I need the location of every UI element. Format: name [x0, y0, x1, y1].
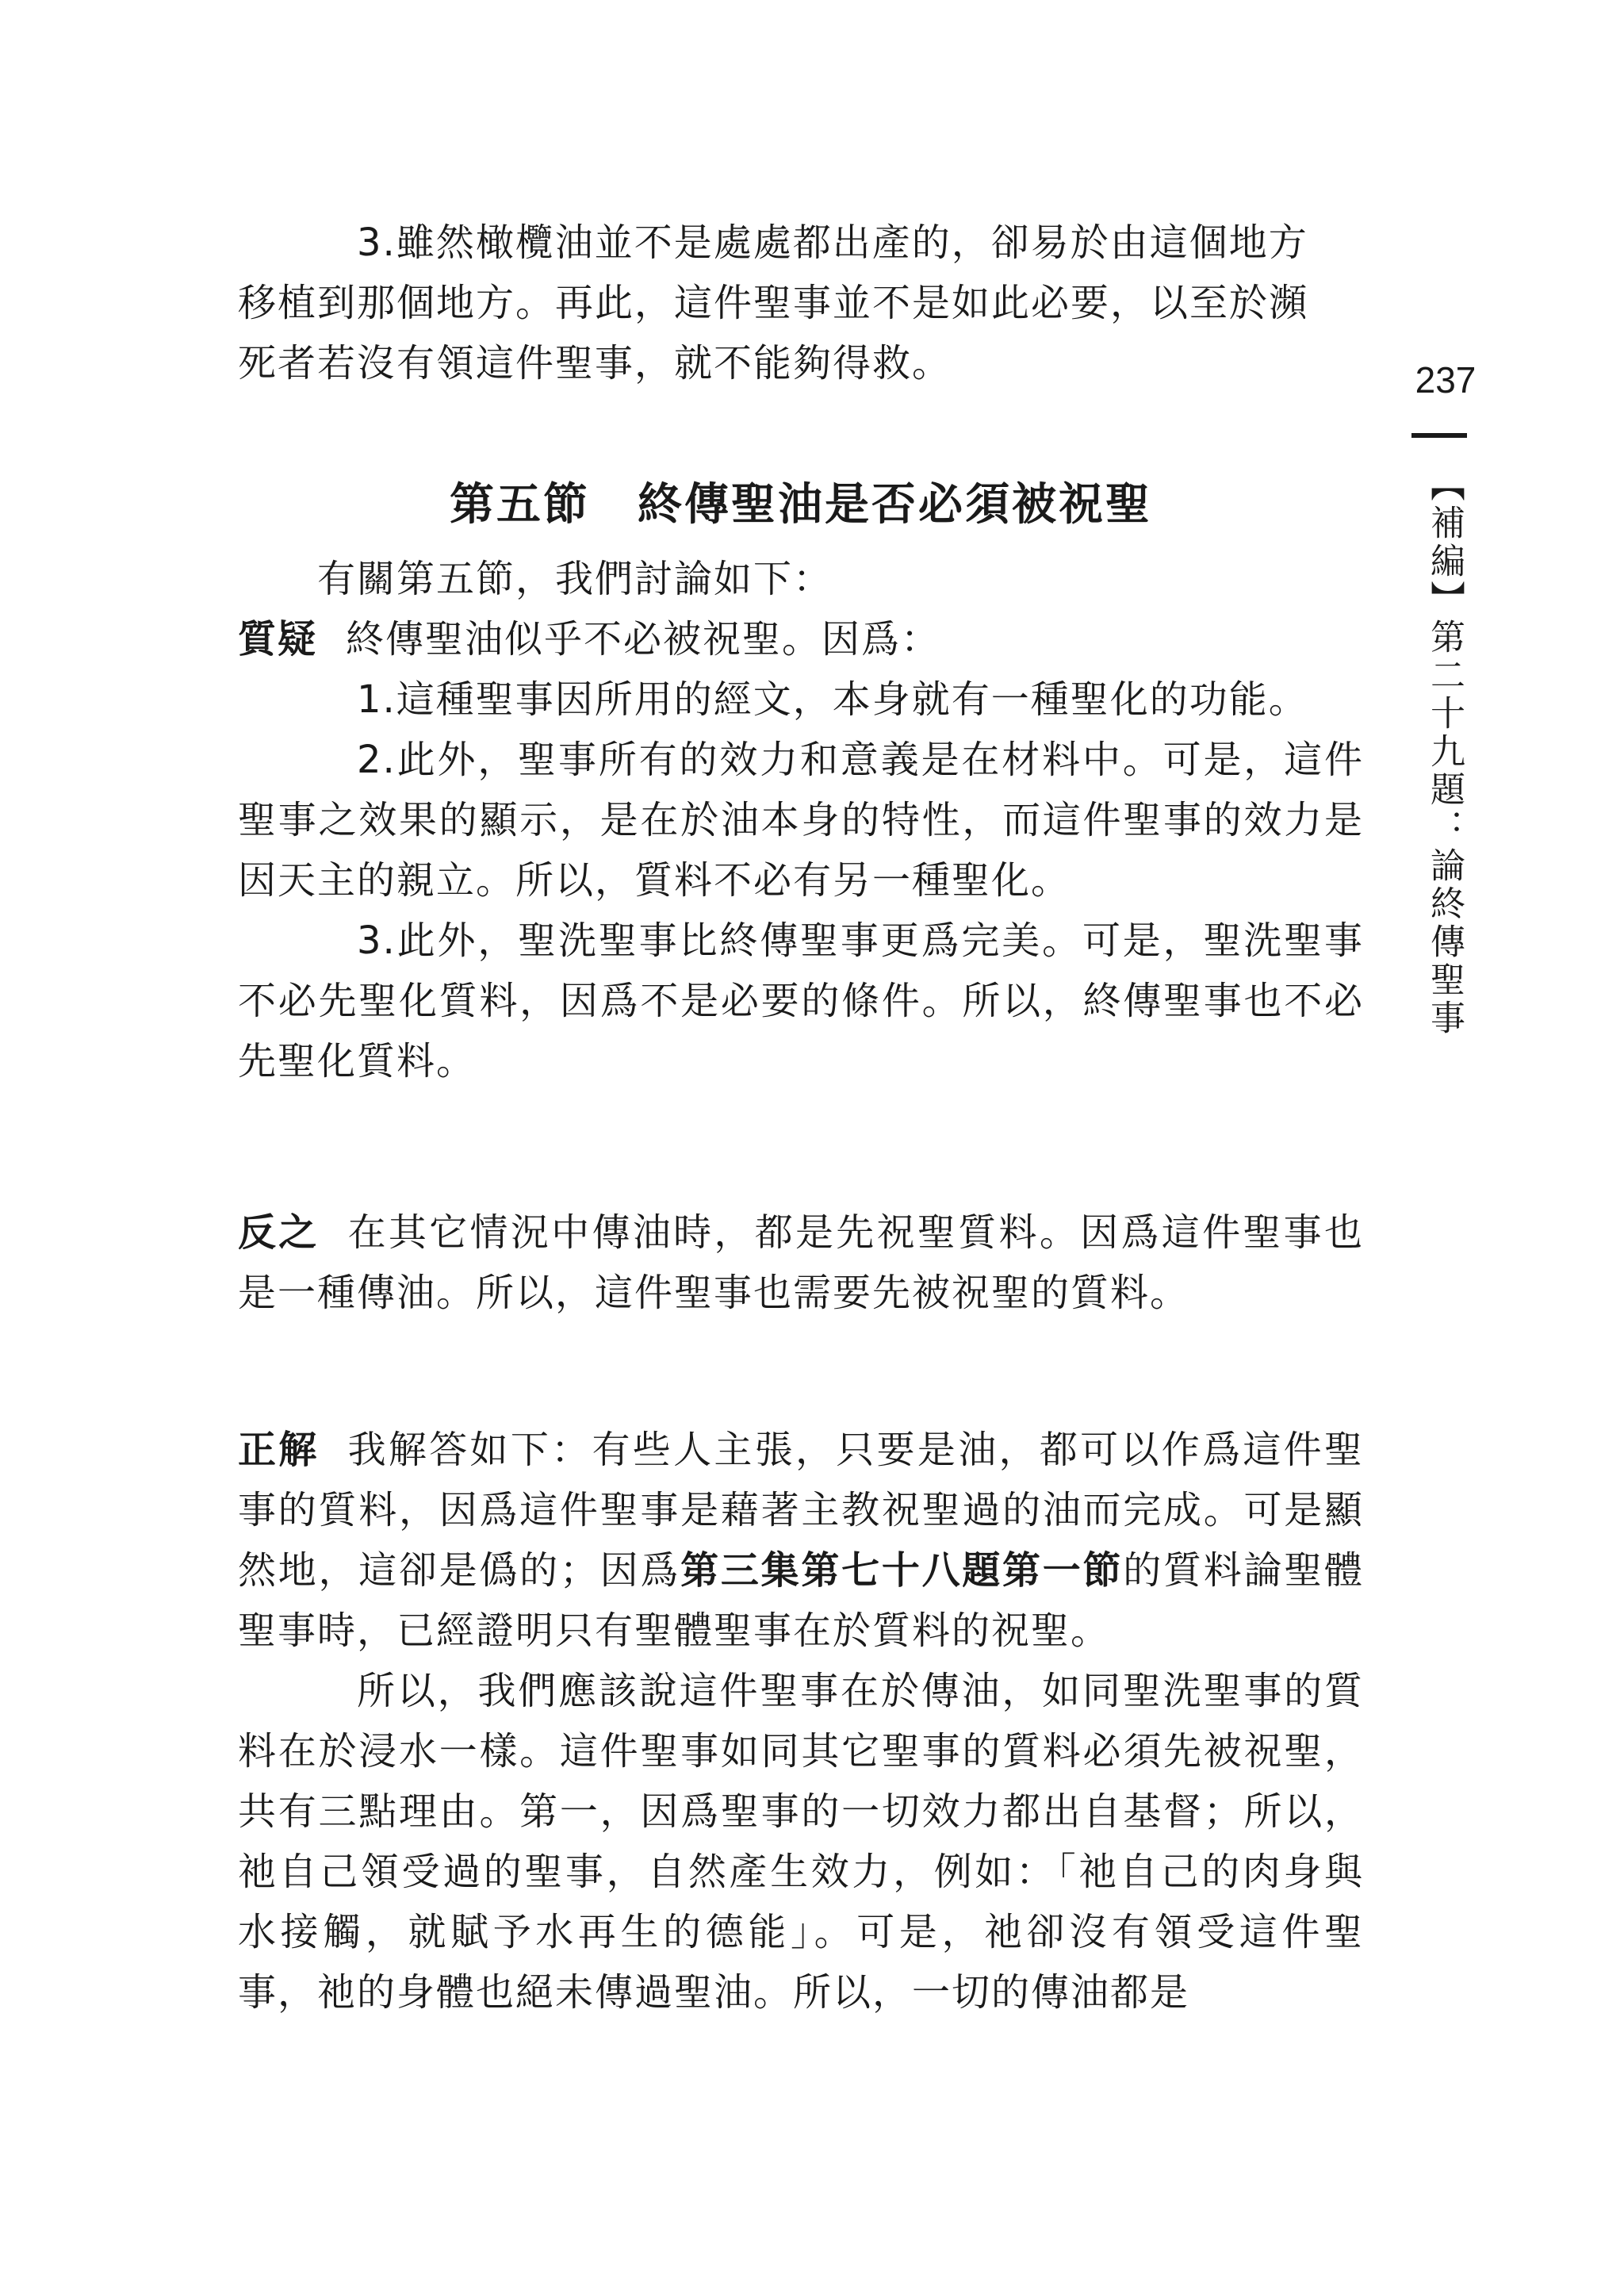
top-paragraph	[238, 213, 1364, 393]
answer-text-before: 我解答如下：有些人主張，只要是油，都可以作爲這件聖事的質料，因爲這件聖事是藉著主教祝聖過的油而完成。可是顯然地，這卻是僞的；因爲	[238, 1428, 1364, 1593]
answer-text-after: 的質料論聖體聖事時，已經證明只有聖體聖事在於質料的祝聖。	[238, 1548, 1364, 1653]
answer-block	[238, 1420, 1364, 2023]
on-the-contrary-label: 反之	[238, 1210, 320, 1255]
top-paragraph-line-1: 3.雖然橄欖油並不是處處都出產的，卻易於由這個地方	[357, 220, 1308, 265]
section-number: 第五節	[450, 478, 590, 531]
answer-label: 正解	[238, 1428, 320, 1472]
top-paragraph-line-3: 死者若沒有領這件聖事，就不能夠得救。	[238, 341, 952, 385]
objection-lead-text: 終傳聖油似乎不必被祝聖。因爲：	[346, 617, 941, 661]
objection-lead	[238, 609, 1364, 669]
section-heading	[238, 474, 1364, 535]
top-paragraph-line-2: 移植到那個地方。再此，這件聖事並不是如此必要，以至於瀕	[238, 281, 1309, 325]
section-title: 終傳聖油是否必須被祝聖	[638, 478, 1152, 531]
objection-point-1: 1.這種聖事因所用的經文，本身就有一種聖化的功能。	[357, 677, 1308, 722]
header-rule	[1411, 433, 1467, 438]
page-number: 237	[1415, 359, 1477, 401]
intro-line: 有關第五節，我們討論如下：	[317, 557, 833, 601]
on-the-contrary-paragraph	[238, 1202, 1364, 1323]
objection-point-3: 3.此外，聖洗聖事比終傳聖事更爲完美。可是，聖洗聖事不必先聖化質料，因爲不是必要的條件。所以，終傳聖事也不必先聖化質料。	[238, 918, 1364, 1083]
objections-block	[238, 549, 1364, 1091]
answer-bold-reference: 第三集第七十八題第一節	[680, 1548, 1124, 1593]
on-the-contrary-block	[238, 1202, 1364, 1323]
on-the-contrary-text: 在其它情況中傳油時，都是先祝聖質料。因爲這件聖事也是一種傳油。所以，這件聖事也需要先被祝聖的質料。	[238, 1210, 1364, 1315]
answer-paragraph-1	[238, 1420, 1364, 1661]
objection-label: 質疑	[238, 617, 318, 661]
running-head: 【補編】第二十九題：論終傳聖事	[1424, 466, 1465, 1037]
objection-point-2: 2.此外，聖事所有的效力和意義是在材料中。可是，這件聖事之效果的顯示，是在於油本身的特性，而這件聖事的效力是因天主的親立。所以，質料不必有另一種聖化。	[238, 738, 1364, 903]
answer-paragraph-2: 所以，我們應該說這件聖事在於傳油，如同聖洗聖事的質料在於浸水一樣。這件聖事如同其它聖事的質料必須先被祝聖，共有三點理由。第一，因爲聖事的一切效力都出自基督；所以，祂自己領受過的聖事，自然產生效力，例如：「祂自己的肉身與水接觸，就賦予水再生的德能」。可是，祂卻沒有領受這件聖事，祂的身體也絕未傳過聖油。所以，一切的傳油都是	[238, 1669, 1364, 2015]
